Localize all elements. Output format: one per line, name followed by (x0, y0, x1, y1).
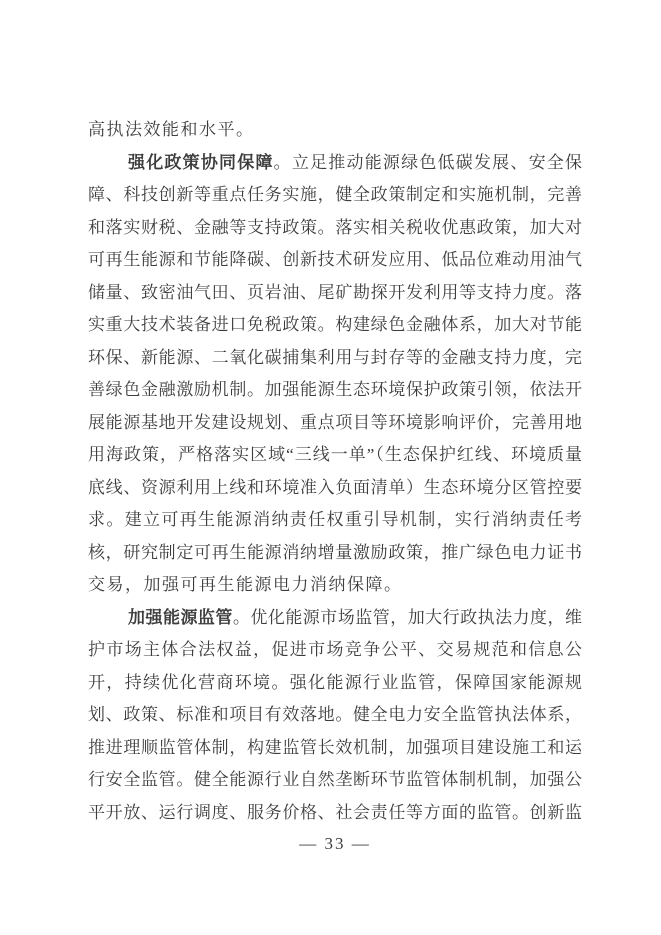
text-line: 推进理顺监管体制，构建监管长效机制，加强项目建设施工和运 (88, 737, 582, 757)
text-line: 善绿色金融激励机制。加强能源生态环境保护政策引领，依法开 (88, 380, 582, 399)
text-line: 核，研究制定可再生能源消纳增量激励政策，推广绿色电力证书 (88, 542, 582, 562)
text-line: 可再生能源和节能降碳、创新技术研发应用、低品位难动用油气 (88, 250, 582, 269)
text-line: 用海政策，严格落实区域“三线一单”（生态保护红线、环境质量 (88, 445, 582, 464)
text-line: 护市场主体合法权益，促进市场竞争公平、交易规范和信息公 (88, 640, 582, 659)
text-line: 展能源基地开发建设规划、重点项目等环境影响评价，完善用地 (88, 412, 582, 432)
text-line: 储量、致密油气田、页岩油、尾矿勘探开发利用等支持力度。落 (88, 282, 582, 302)
paragraph-lead-bold: 加强能源监管 (128, 607, 233, 627)
text-line: 加强能源监管。优化能源市场监管，加大行政执法力度，维 (128, 607, 583, 627)
page-number: — 33 — (299, 834, 371, 853)
text-line: 障、科技创新等重点任务实施，健全政策制定和实施机制，完善 (88, 185, 582, 204)
text-line: 平开放、运行调度、服务价格、社会责任等方面的监管。创新监 (88, 802, 582, 822)
text-line: 实重大技术装备进口免税政策。构建绿色金融体系，加大对节能 (88, 315, 582, 334)
text-line: 环保、新能源、二氧化碳捕集利用与封存等的金融支持力度，完 (88, 347, 582, 367)
document-body (88, 114, 582, 829)
text-line: 和落实财税、金融等支持政策。落实相关税收优惠政策，加大对 (88, 217, 582, 237)
text-line: 底线、资源利用上线和环境准入负面清单）生态环境分区管控要 (88, 477, 582, 497)
text-line: 交易，加强可再生能源电力消纳保障。 (88, 575, 403, 594)
text-line: 开，持续优化营商环境。强化能源行业监管，保障国家能源规 (88, 672, 582, 692)
text-line: 划、政策、标准和项目有效落地。健全电力安全监管执法体系， (88, 705, 582, 724)
paragraph-lead-bold: 强化政策协同保障 (128, 152, 274, 172)
text-line: 高执法效能和水平。 (88, 120, 255, 139)
text-line: 行安全监管。健全能源行业自然垄断环节监管体制机制，加强公 (88, 770, 582, 789)
text-line: 求。建立可再生能源消纳责任权重引导机制，实行消纳责任考 (88, 510, 582, 529)
text-line: 强化政策协同保障。立足推动能源绿色低碳发展、安全保 (128, 152, 583, 172)
